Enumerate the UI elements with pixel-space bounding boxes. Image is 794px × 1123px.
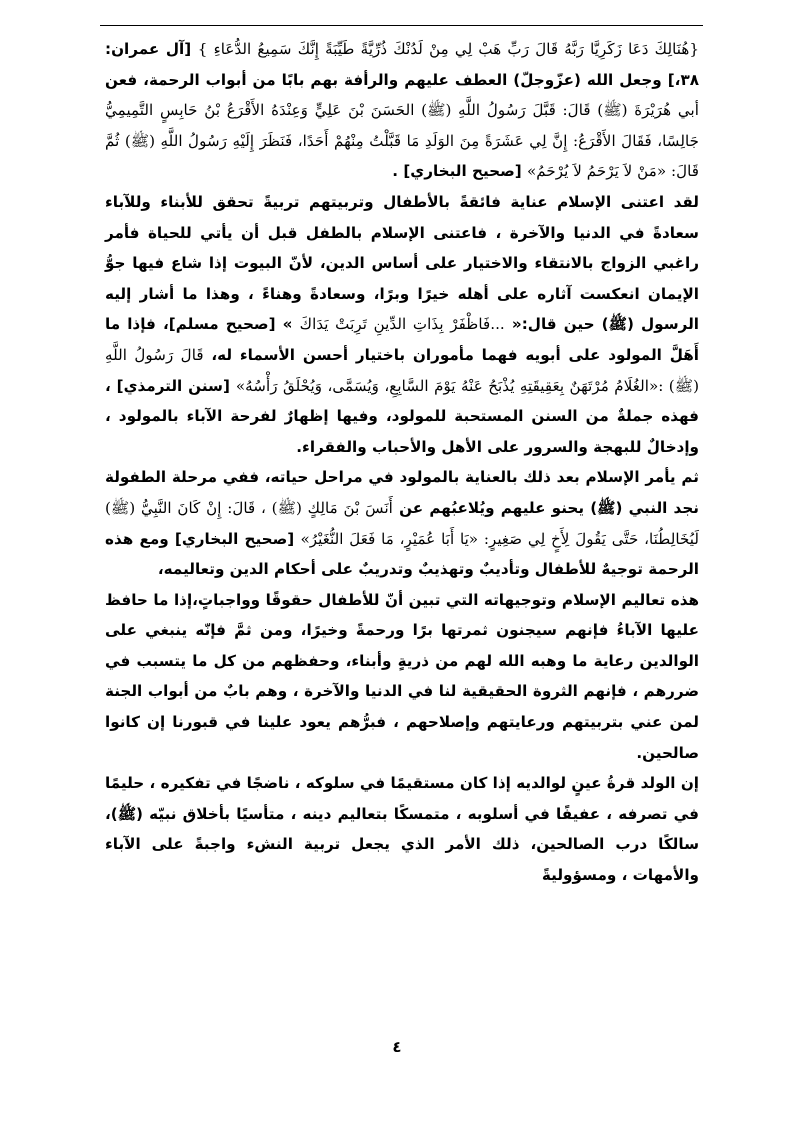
paragraph-text: إن الولد قرةُ عينٍ لوالديه إذا كان مستقيمًا في سلوكه ، ناضجًا في تفكيره ، حليمًا في تصرفه ، عفيفًا في أسلوبه ، متمسكًا بتعاليم دينه ، متأسيًا بأخلاق نبيّه (ﷺ)، سالكًا درب الصالحين، ذلك الأمر الذي يجعل تربية النشء واجبةً على الآباء والأمهات ، ومسؤوليةً: [105, 774, 699, 885]
hadith-text: ...فَاظْفَرْ بِذَاتِ الدِّينِ تَرِبَتْ يَدَاكَ: [299, 315, 505, 334]
paragraph-text: هذه تعاليم الإسلام وتوجيهاته التي تبين أنّ للأطفال حقوقًا وواجباتٍ،إذا ما حافظ عليها الآباءُ فإنهم سيجنون ثمرتها برًا ورحمةً وخيرًا، ومن ثمَّ فإنّه ينبغي على الوالدين رعاية ما وهبه الله لهم من ذريةٍ وأبناء، وحفظهم من كل ما يتسبب في ضررهم ، فإنهم الثروة الحقيقية لنا في الدنيا والآخرة ، وهم بابٌ من أبواب الجنة لمن عني بتربيتهم ورعايتهم وإصلاحهم ، فبرُّهم يعود علينا في قبورنا إن كانوا صالحين.: [105, 590, 699, 762]
paragraph-rights: [105, 585, 699, 769]
paragraph-text: لقد اعتنى الإسلام عناية فائقةً بالأطفال وتربيتهم تربيةً تحقق للأبناء وللآباء سعادةً في الدنيا والآخرة ، فاعتنى الإسلام بالطفل قبل أن يأتي للحياة فأمر راغبي الزواج بالانتقاء والاختيار على أساس الدين، لأنّ البيوت إذا شاع فيها جوُّ الإيمان انعكست آثاره على أهله خيرًا وبرًا، وسعادةً وهناءً ، وهذا ما أشار إليه الرسول (ﷺ) حين قال:«: [105, 192, 699, 334]
paragraph-child-joy: [105, 768, 699, 890]
hadith-text: أبي هُرَيْرَةَ (ﷺ) قَالَ: قَبَّلَ رَسُولُ اللَّهِ (ﷺ) الحَسَنَ بْنَ عَلِيٍّ وَعِنْدَهُ الأَقْرَعُ بْنُ حَابِسٍ التَّمِيمِيُّ جَالِسًا، فَقَالَ الأَقْرَعُ: إِنَّ لِي عَشَرَةً مِنَ الوَلَدِ مَا قَبَّلْتُ مِنْهُمْ أَحَدًا، فَنَظَرَ إِلَيْهِ رَسُولُ اللَّهِ (ﷺ) ثُمَّ قَالَ: «مَنْ لاَ يَرْحَمُ لاَ يُرْحَمُ»: [105, 101, 699, 181]
paragraph-text: ثم يأمر الإسلام بعد ذلك بالعناية بالمولود في مراحل حياته، ففي مرحلة الطفولة نجد النبي (ﷺ) يحنو عليهم ويُلاعبُهم عن: [105, 468, 699, 517]
hadith-text: أَنَسَ بْنَ مَالِكٍ (ﷺ) ، قَالَ: إِنْ كَانَ النَّبِيُّ (ﷺ) لَيُخَالِطُنَا، حَتَّى يَقُولَ لِأَخٍ لِي صَغِيرٍ: «يَا أَبَا عُمَيْرٍ، مَا فَعَلَ النُّغَيْرُ»: [105, 498, 699, 548]
paragraph-childcare: [105, 187, 699, 462]
paragraph-text: [صحيح البخاري] ومع هذه الرحمة توجيهٌ للأطفال وتأديبٌ وتهذيبٌ وتدريبٌ على أحكام الدين وتعاليمه،: [105, 529, 699, 579]
paragraph-childhood: [105, 462, 699, 584]
paragraph-text: » [صحيح مسلم]، فإذا ما أَهَلَّ المولود على أبويه فهما مأموران باختيار أحسن الأسماء له،: [105, 315, 699, 364]
hadith-source: [صحيح البخاري] .: [392, 162, 527, 181]
paragraph-text: [آل عمران: ٣٨،] وجعل الله (عزّوجلّ) العطف عليهم والرأفة بهم بابًا من أبواب الرحمة، فعن: [105, 40, 699, 89]
paragraph-quran-hadith: [105, 34, 699, 187]
page-body: [105, 34, 699, 891]
page-number: ٤: [392, 1038, 402, 1056]
paragraph-text: [سنن الترمذي] ، فهذه جملةٌ من السنن المستحبة للمولود، وفيها إظهارٌ لفرحة الآباء بالمولود ، وإدخالٌ للبهجة والسرور على الأهل والأحباب والفقراء.: [105, 376, 699, 456]
hadith-text: قَالَ رَسُولُ اللَّهِ (ﷺ) :«الغُلَامُ مُرْتَهَنٌ بِعَقِيقَتِهِ يُذْبَحُ عَنْهُ يَوْمَ السَّابِعِ، وَيُسَمَّى، وَيُحْلَقُ رَأْسُهُ»: [105, 345, 699, 395]
quran-verse: {هُنَالِكَ دَعَا زَكَرِيَّا رَبَّهُ قَالَ رَبِّ هَبْ لِي مِنْ لَدُنْكَ ذُرِّيَّةً طَيِّبَةً إِنَّكَ سَمِيعُ الدُّعَاءِ }: [197, 40, 699, 58]
